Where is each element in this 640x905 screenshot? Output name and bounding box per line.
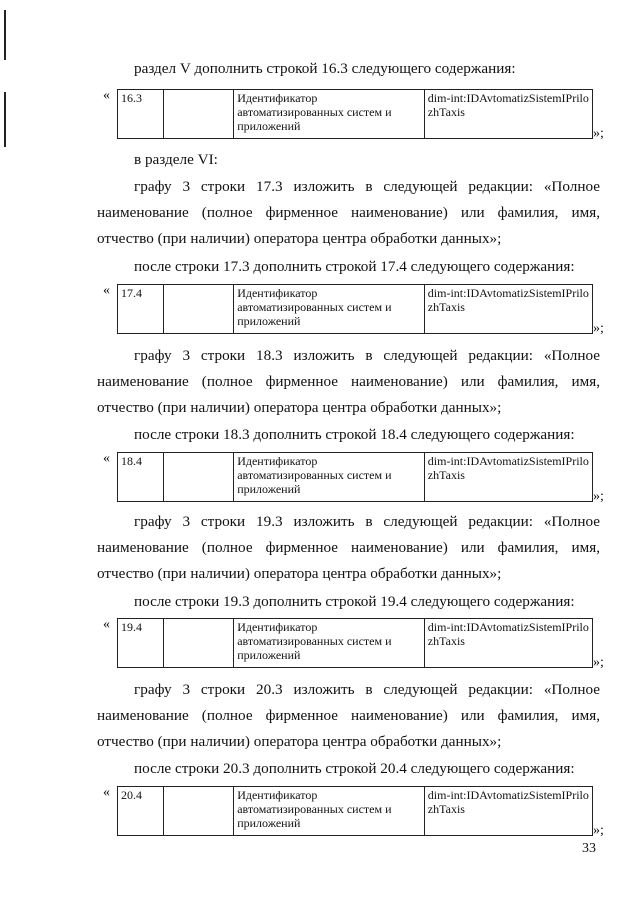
insert-row-table <box>117 89 593 139</box>
row-code-cell: dim-int:IDAvtomatizSistemIPrilozhTaxis <box>424 619 592 668</box>
empty-cell <box>163 453 233 502</box>
quote-close: »; <box>593 489 604 504</box>
row-code-cell: dim-int:IDAvtomatizSistemIPrilozhTaxis <box>424 787 592 836</box>
intro-line: раздел V дополнить строкой 16.3 следующего содержания: <box>134 60 516 77</box>
quote-close: »; <box>593 655 604 670</box>
insert-row-table <box>117 786 593 836</box>
row-name-cell: Идентификатор автоматизированных систем и приложений <box>234 619 425 668</box>
page-number: 33 <box>582 841 596 856</box>
quote-close: »; <box>593 823 604 838</box>
posle-line: после строки 20.3 дополнить строкой 20.4 следующего содержания: <box>134 760 575 777</box>
grafa-paragraph: графу 3 строки 19.3 изложить в следующей редакции: «Полное наименование (полное фирменное наименование) или фамилия, имя, отчество (при наличии) оператора центра обработки данных»; <box>97 513 600 582</box>
quote-open: « <box>103 88 110 103</box>
posle-line: после строки 17.3 дополнить строкой 17.4 следующего содержания: <box>134 258 575 275</box>
margin-bar-mark <box>4 10 6 60</box>
empty-cell <box>163 285 233 334</box>
row-name-cell: Идентификатор автоматизированных систем и приложений <box>234 453 425 502</box>
row-number-cell: 18.4 <box>118 453 164 502</box>
grafa-paragraph: графу 3 строки 17.3 изложить в следующей редакции: «Полное наименование (полное фирменное наименование) или фамилия, имя, отчество (при наличии) оператора центра обработки данных»; <box>97 178 600 247</box>
insert-row-block <box>103 617 633 670</box>
grafa-paragraph: графу 3 строки 20.3 изложить в следующей редакции: «Полное наименование (полное фирменное наименование) или фамилия, имя, отчество (при наличии) оператора центра обработки данных»; <box>97 681 600 750</box>
grafa-paragraph: графу 3 строки 18.3 изложить в следующей редакции: «Полное наименование (полное фирменное наименование) или фамилия, имя, отчество (при наличии) оператора центра обработки данных»; <box>97 347 600 416</box>
row-number-cell: 16.3 <box>118 90 164 139</box>
insert-row-block <box>103 283 633 336</box>
empty-cell <box>163 619 233 668</box>
empty-cell <box>163 90 233 139</box>
insert-row-block <box>103 451 633 504</box>
quote-close: »; <box>593 321 604 336</box>
empty-cell <box>163 787 233 836</box>
posle-line: после строки 19.3 дополнить строкой 19.4 следующего содержания: <box>134 593 575 610</box>
row-code-cell: dim-int:IDAvtomatizSistemIPrilozhTaxis <box>424 90 592 139</box>
section-6-heading: в разделе VI: <box>134 151 218 168</box>
insert-row-block <box>103 785 633 838</box>
quote-open: « <box>103 617 110 632</box>
row-code-cell: dim-int:IDAvtomatizSistemIPrilozhTaxis <box>424 453 592 502</box>
row-name-cell: Идентификатор автоматизированных систем и приложений <box>234 787 425 836</box>
quote-open: « <box>103 785 110 800</box>
quote-open: « <box>103 283 110 298</box>
margin-bar-mark <box>4 92 6 147</box>
insert-row-block <box>103 88 633 141</box>
posle-line: после строки 18.3 дополнить строкой 18.4 следующего содержания: <box>134 426 575 443</box>
quote-close: »; <box>593 126 604 141</box>
row-number-cell: 19.4 <box>118 619 164 668</box>
row-number-cell: 17.4 <box>118 285 164 334</box>
insert-row-table <box>117 284 593 334</box>
quote-open: « <box>103 451 110 466</box>
insert-row-table <box>117 618 593 668</box>
row-name-cell: Идентификатор автоматизированных систем и приложений <box>234 285 425 334</box>
row-code-cell: dim-int:IDAvtomatizSistemIPrilozhTaxis <box>424 285 592 334</box>
row-name-cell: Идентификатор автоматизированных систем и приложений <box>234 90 425 139</box>
row-number-cell: 20.4 <box>118 787 164 836</box>
insert-row-table <box>117 452 593 502</box>
